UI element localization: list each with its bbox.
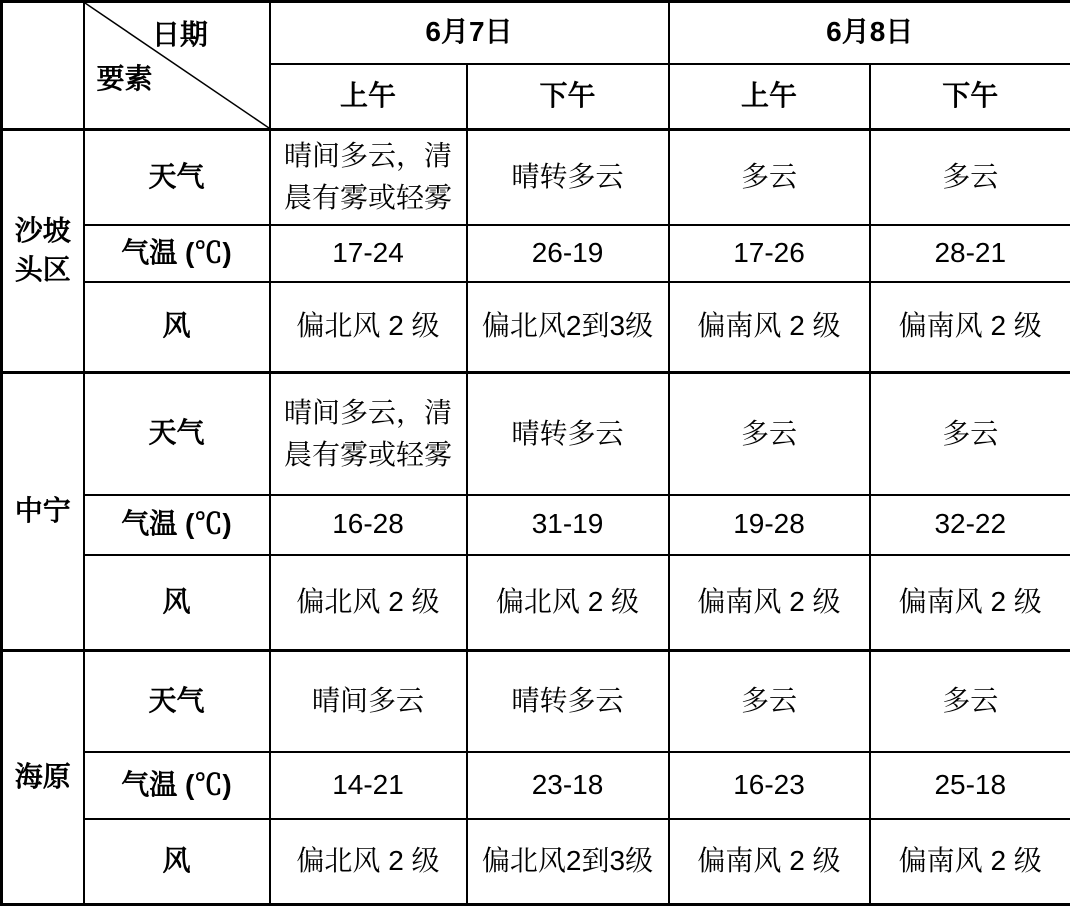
weather-cell: 多云	[870, 373, 1070, 495]
temperature-cell: 32-22	[870, 495, 1070, 555]
weather-cell: 晴间多云	[270, 651, 467, 752]
row-label-weather: 天气	[84, 651, 270, 752]
date-header-jun8: 6月8日	[669, 2, 1070, 64]
wind-cell: 偏南风 2 级	[669, 819, 870, 905]
period-header-jun7-am: 上午	[270, 64, 467, 130]
row-label-weather: 天气	[84, 373, 270, 495]
period-header-jun7-pm: 下午	[467, 64, 669, 130]
temperature-cell: 17-26	[669, 225, 870, 282]
weather-cell: 晴间多云，清晨有雾或轻雾	[270, 130, 467, 225]
row-label-wind: 风	[84, 555, 270, 651]
temperature-cell: 16-28	[270, 495, 467, 555]
row-label-temperature: 气温 (℃)	[84, 495, 270, 555]
wind-cell: 偏南风 2 级	[870, 819, 1070, 905]
period-header-jun8-am: 上午	[669, 64, 870, 130]
temperature-cell: 28-21	[870, 225, 1070, 282]
corner-empty-cell	[2, 2, 84, 130]
temperature-cell: 26-19	[467, 225, 669, 282]
weather-cell: 多云	[669, 651, 870, 752]
weather-cell: 晴转多云	[467, 130, 669, 225]
corner-diagonal-cell	[84, 2, 270, 130]
weather-cell: 晴转多云	[467, 651, 669, 752]
row-label-wind: 风	[84, 282, 270, 373]
wind-cell: 偏北风2到3级	[467, 282, 669, 373]
wind-cell: 偏南风 2 级	[870, 282, 1070, 373]
weather-cell: 多云	[669, 373, 870, 495]
corner-date-label: 日期	[152, 15, 208, 56]
temperature-cell: 14-21	[270, 752, 467, 819]
wind-cell: 偏北风 2 级	[467, 555, 669, 651]
wind-cell: 偏北风 2 级	[270, 819, 467, 905]
row-label-temperature: 气温 (℃)	[84, 752, 270, 819]
row-label-weather: 天气	[84, 130, 270, 225]
weather-cell: 多云	[870, 130, 1070, 225]
period-header-jun8-pm: 下午	[870, 64, 1070, 130]
date-header-jun7: 6月7日	[270, 2, 669, 64]
temperature-cell: 23-18	[467, 752, 669, 819]
row-label-temperature: 气温 (℃)	[84, 225, 270, 282]
temperature-cell: 17-24	[270, 225, 467, 282]
temperature-cell: 25-18	[870, 752, 1070, 819]
temperature-cell: 19-28	[669, 495, 870, 555]
region-name-shapotou: 沙坡头区	[2, 130, 84, 373]
wind-cell: 偏南风 2 级	[669, 555, 870, 651]
weather-cell: 晴转多云	[467, 373, 669, 495]
wind-cell: 偏南风 2 级	[870, 555, 1070, 651]
row-label-wind: 风	[84, 819, 270, 905]
weather-cell: 晴间多云，清晨有雾或轻雾	[270, 373, 467, 495]
wind-cell: 偏南风 2 级	[669, 282, 870, 373]
wind-cell: 偏北风 2 级	[270, 282, 467, 373]
corner-element-label: 要素	[97, 59, 153, 100]
weather-cell: 多云	[870, 651, 1070, 752]
temperature-cell: 31-19	[467, 495, 669, 555]
wind-cell: 偏北风2到3级	[467, 819, 669, 905]
wind-cell: 偏北风 2 级	[270, 555, 467, 651]
temperature-cell: 16-23	[669, 752, 870, 819]
weather-cell: 多云	[669, 130, 870, 225]
region-name-haiyuan: 海原	[2, 651, 84, 905]
region-name-zhongning: 中宁	[2, 373, 84, 651]
